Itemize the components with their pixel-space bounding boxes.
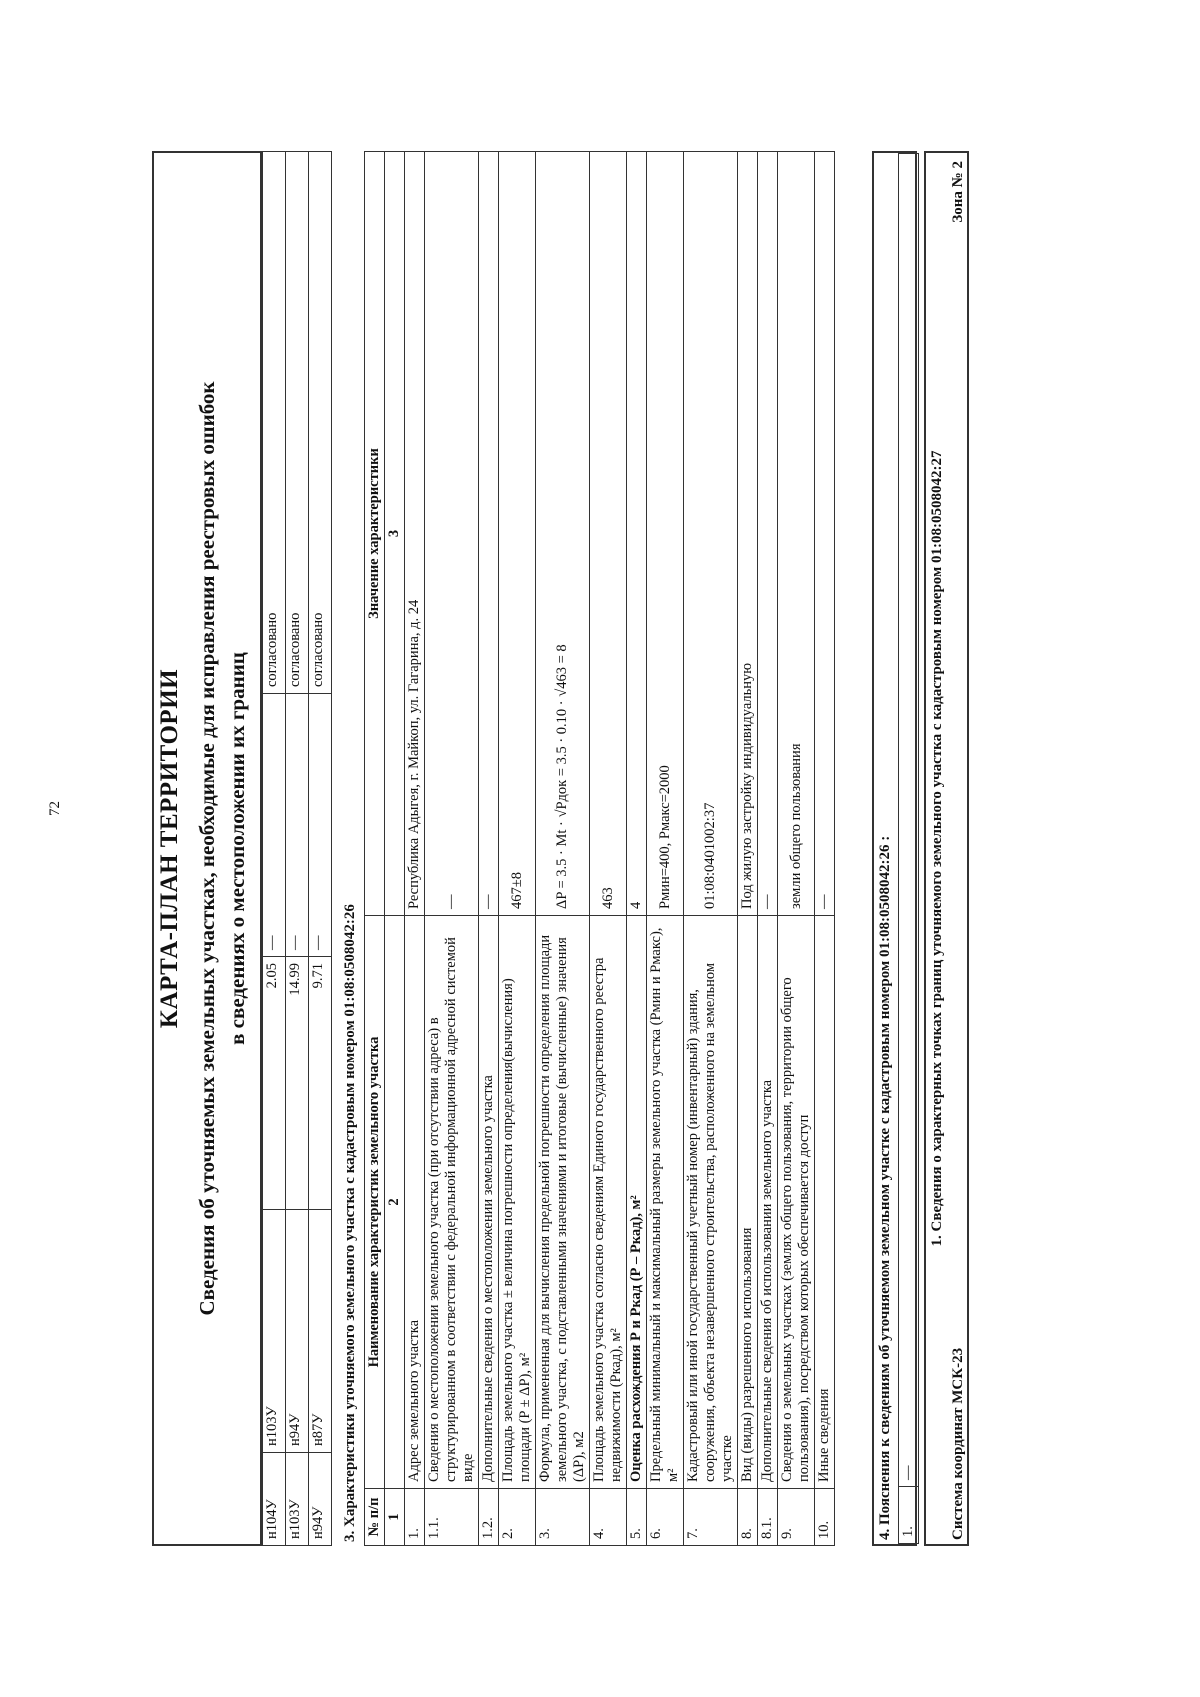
table-row <box>647 152 684 1546</box>
column-header-num: № п/п <box>365 1489 385 1546</box>
row-value: — <box>758 152 778 916</box>
rotated-sheet <box>152 151 1072 1546</box>
table-header-row <box>365 152 385 1546</box>
row-value: Республика Адыгея, г. Майкоп, ул. Гагарина, д. 24 <box>405 152 425 916</box>
dash: — <box>309 694 332 957</box>
table-row <box>778 152 815 1546</box>
header-num-2: 2 <box>385 916 405 1489</box>
table-row <box>684 152 738 1546</box>
point-to: н87У <box>309 1210 332 1453</box>
status: согласовано <box>286 152 309 694</box>
table-row <box>286 152 309 1546</box>
row-name: Сведения о местоположении земельного участка (при отсутствии адреса) в структурированном в соответствии с федеральной информационной адресной системой виде <box>425 916 479 1489</box>
table-row <box>405 152 425 1546</box>
notes-table <box>898 153 919 1544</box>
boundary-parts-table <box>262 151 332 1546</box>
characteristics-table <box>364 151 835 1546</box>
row-value: 4 <box>627 152 647 916</box>
header-num-3: 3 <box>385 152 405 916</box>
row-number: 6. <box>647 1489 684 1546</box>
header-num-1: 1 <box>385 1489 405 1546</box>
table-row <box>309 152 332 1546</box>
row-name: Оценка расхождения Р и Ркад (Р – Ркад), м² <box>627 916 647 1489</box>
row-value: — <box>479 152 499 916</box>
length: 2.05 <box>263 957 286 1210</box>
table-row <box>425 152 479 1546</box>
row-value: — <box>425 152 479 916</box>
row-value: — <box>899 154 919 1487</box>
subtitle-line-1: Сведения об уточняемых земельных участках, необходимые для исправления реестровых ошибок <box>195 381 219 1316</box>
row-number: 1.1. <box>425 1489 479 1546</box>
row-number: 8.1. <box>758 1489 778 1546</box>
row-number: 3. <box>536 1489 590 1546</box>
row-number: 1.2. <box>479 1489 499 1546</box>
row-name: Кадастровый или иной государственный учетный номер (инвентарный) здания, сооружения, объекта незавершенного строительства, расположенного на земельном участке <box>684 916 738 1489</box>
point-to: н103У <box>263 1210 286 1453</box>
dash: — <box>263 694 286 957</box>
row-name: Формула, примененная для вычисления предельной погрешности определения площади земельного участка, с подставленными значениями и итоговые (вычисленные) значения (ΔP), м2 <box>536 916 590 1489</box>
page-title: КАРТА-ПЛАН ТЕРРИТОРИИ <box>156 668 183 1029</box>
row-number: 10. <box>815 1489 835 1546</box>
row-number: 1. <box>899 1487 919 1544</box>
section-4-box <box>872 151 917 1546</box>
row-number: 7. <box>684 1489 738 1546</box>
points-section-title: 1. Сведения о характерных точках границ уточняемого земельного участка с кадастровым номером 01:08:0508042:27 <box>929 450 945 1247</box>
row-number: 2. <box>499 1489 536 1546</box>
dash: — <box>286 694 309 957</box>
row-number: 1. <box>405 1489 425 1546</box>
row-value: 01:08:0401002:37 <box>684 152 738 916</box>
row-number: 5. <box>627 1489 647 1546</box>
row-name: Предельный минимальный и максимальный размеры земельного участка (Рмин и Рмакс), м² <box>647 916 684 1489</box>
row-name: Адрес земельного участка <box>405 916 425 1489</box>
column-header-value: Значение характеристики <box>365 152 385 916</box>
row-number: 8. <box>738 1489 758 1546</box>
row-value: 463 <box>590 152 627 916</box>
point-to: н94У <box>286 1210 309 1453</box>
row-value: ΔP = 3.5 · Mt · √Pдок = 3.5 · 0.10 · √463 = 8 <box>536 152 590 916</box>
row-number: 9. <box>778 1489 815 1546</box>
row-value: — <box>815 152 835 916</box>
table-row <box>479 152 499 1546</box>
page-subtitle <box>192 153 252 1544</box>
page-number: 72 <box>47 801 63 816</box>
zone-label: Зона № 2 <box>950 161 966 223</box>
row-value: Под жилую застройку индивидуальную <box>738 152 758 916</box>
table-row <box>899 154 919 1544</box>
point-from: н103У <box>286 1453 309 1546</box>
row-name: Площадь земельного участка ± величина погрешности определения(вычисления) площади (P ± ΔP), м² <box>499 916 536 1489</box>
status: согласовано <box>263 152 286 694</box>
row-value: 467±8 <box>499 152 536 916</box>
table-row <box>263 152 286 1546</box>
table-row <box>627 152 647 1546</box>
row-name: Площадь земельного участка согласно сведениям Единого государственного реестра недвижимости (Ркад), м² <box>590 916 627 1489</box>
points-section-box <box>924 151 969 1546</box>
table-row <box>536 152 590 1546</box>
table-row <box>590 152 627 1546</box>
row-value: земли общего пользования <box>778 152 815 916</box>
row-number: 4. <box>590 1489 627 1546</box>
point-from: н104У <box>263 1453 286 1546</box>
row-name: Иные сведения <box>815 916 835 1489</box>
table-header-nums <box>385 152 405 1546</box>
table-row <box>815 152 835 1546</box>
coordinate-system: Система координат МСК-23 <box>950 1347 966 1540</box>
subtitle-line-2: в сведениях о местоположении их границ <box>225 652 249 1045</box>
row-name: Вид (виды) разрешенного использования <box>738 916 758 1489</box>
status: согласовано <box>309 152 332 694</box>
length: 9.71 <box>309 957 332 1210</box>
row-name: Дополнительные сведения об использовании земельного участка <box>758 916 778 1489</box>
row-value: Рмин=400, Рмакс=2000 <box>647 152 684 916</box>
row-name: Сведения о земельных участках (землях общего пользования, территории общего пользования), посредством которых обеспечивается доступ <box>778 916 815 1489</box>
length: 14.99 <box>286 957 309 1210</box>
table-row <box>758 152 778 1546</box>
section-4-title: 4. Пояснения к сведениям об уточняемом земельном участке с кадастровым номером 01:08:0508042:26 : <box>877 835 893 1540</box>
row-name: Дополнительные сведения о местоположении земельного участка <box>479 916 499 1489</box>
point-from: н94У <box>309 1453 332 1546</box>
section-3-title: 3. Характеристики уточняемого земельного участка с кадастровым номером 01:08:0508042:26 <box>342 904 358 1542</box>
header-frame <box>152 151 262 1546</box>
table-row <box>499 152 536 1546</box>
table-row <box>738 152 758 1546</box>
column-header-name: Наименование характеристик земельного участка <box>365 916 385 1489</box>
